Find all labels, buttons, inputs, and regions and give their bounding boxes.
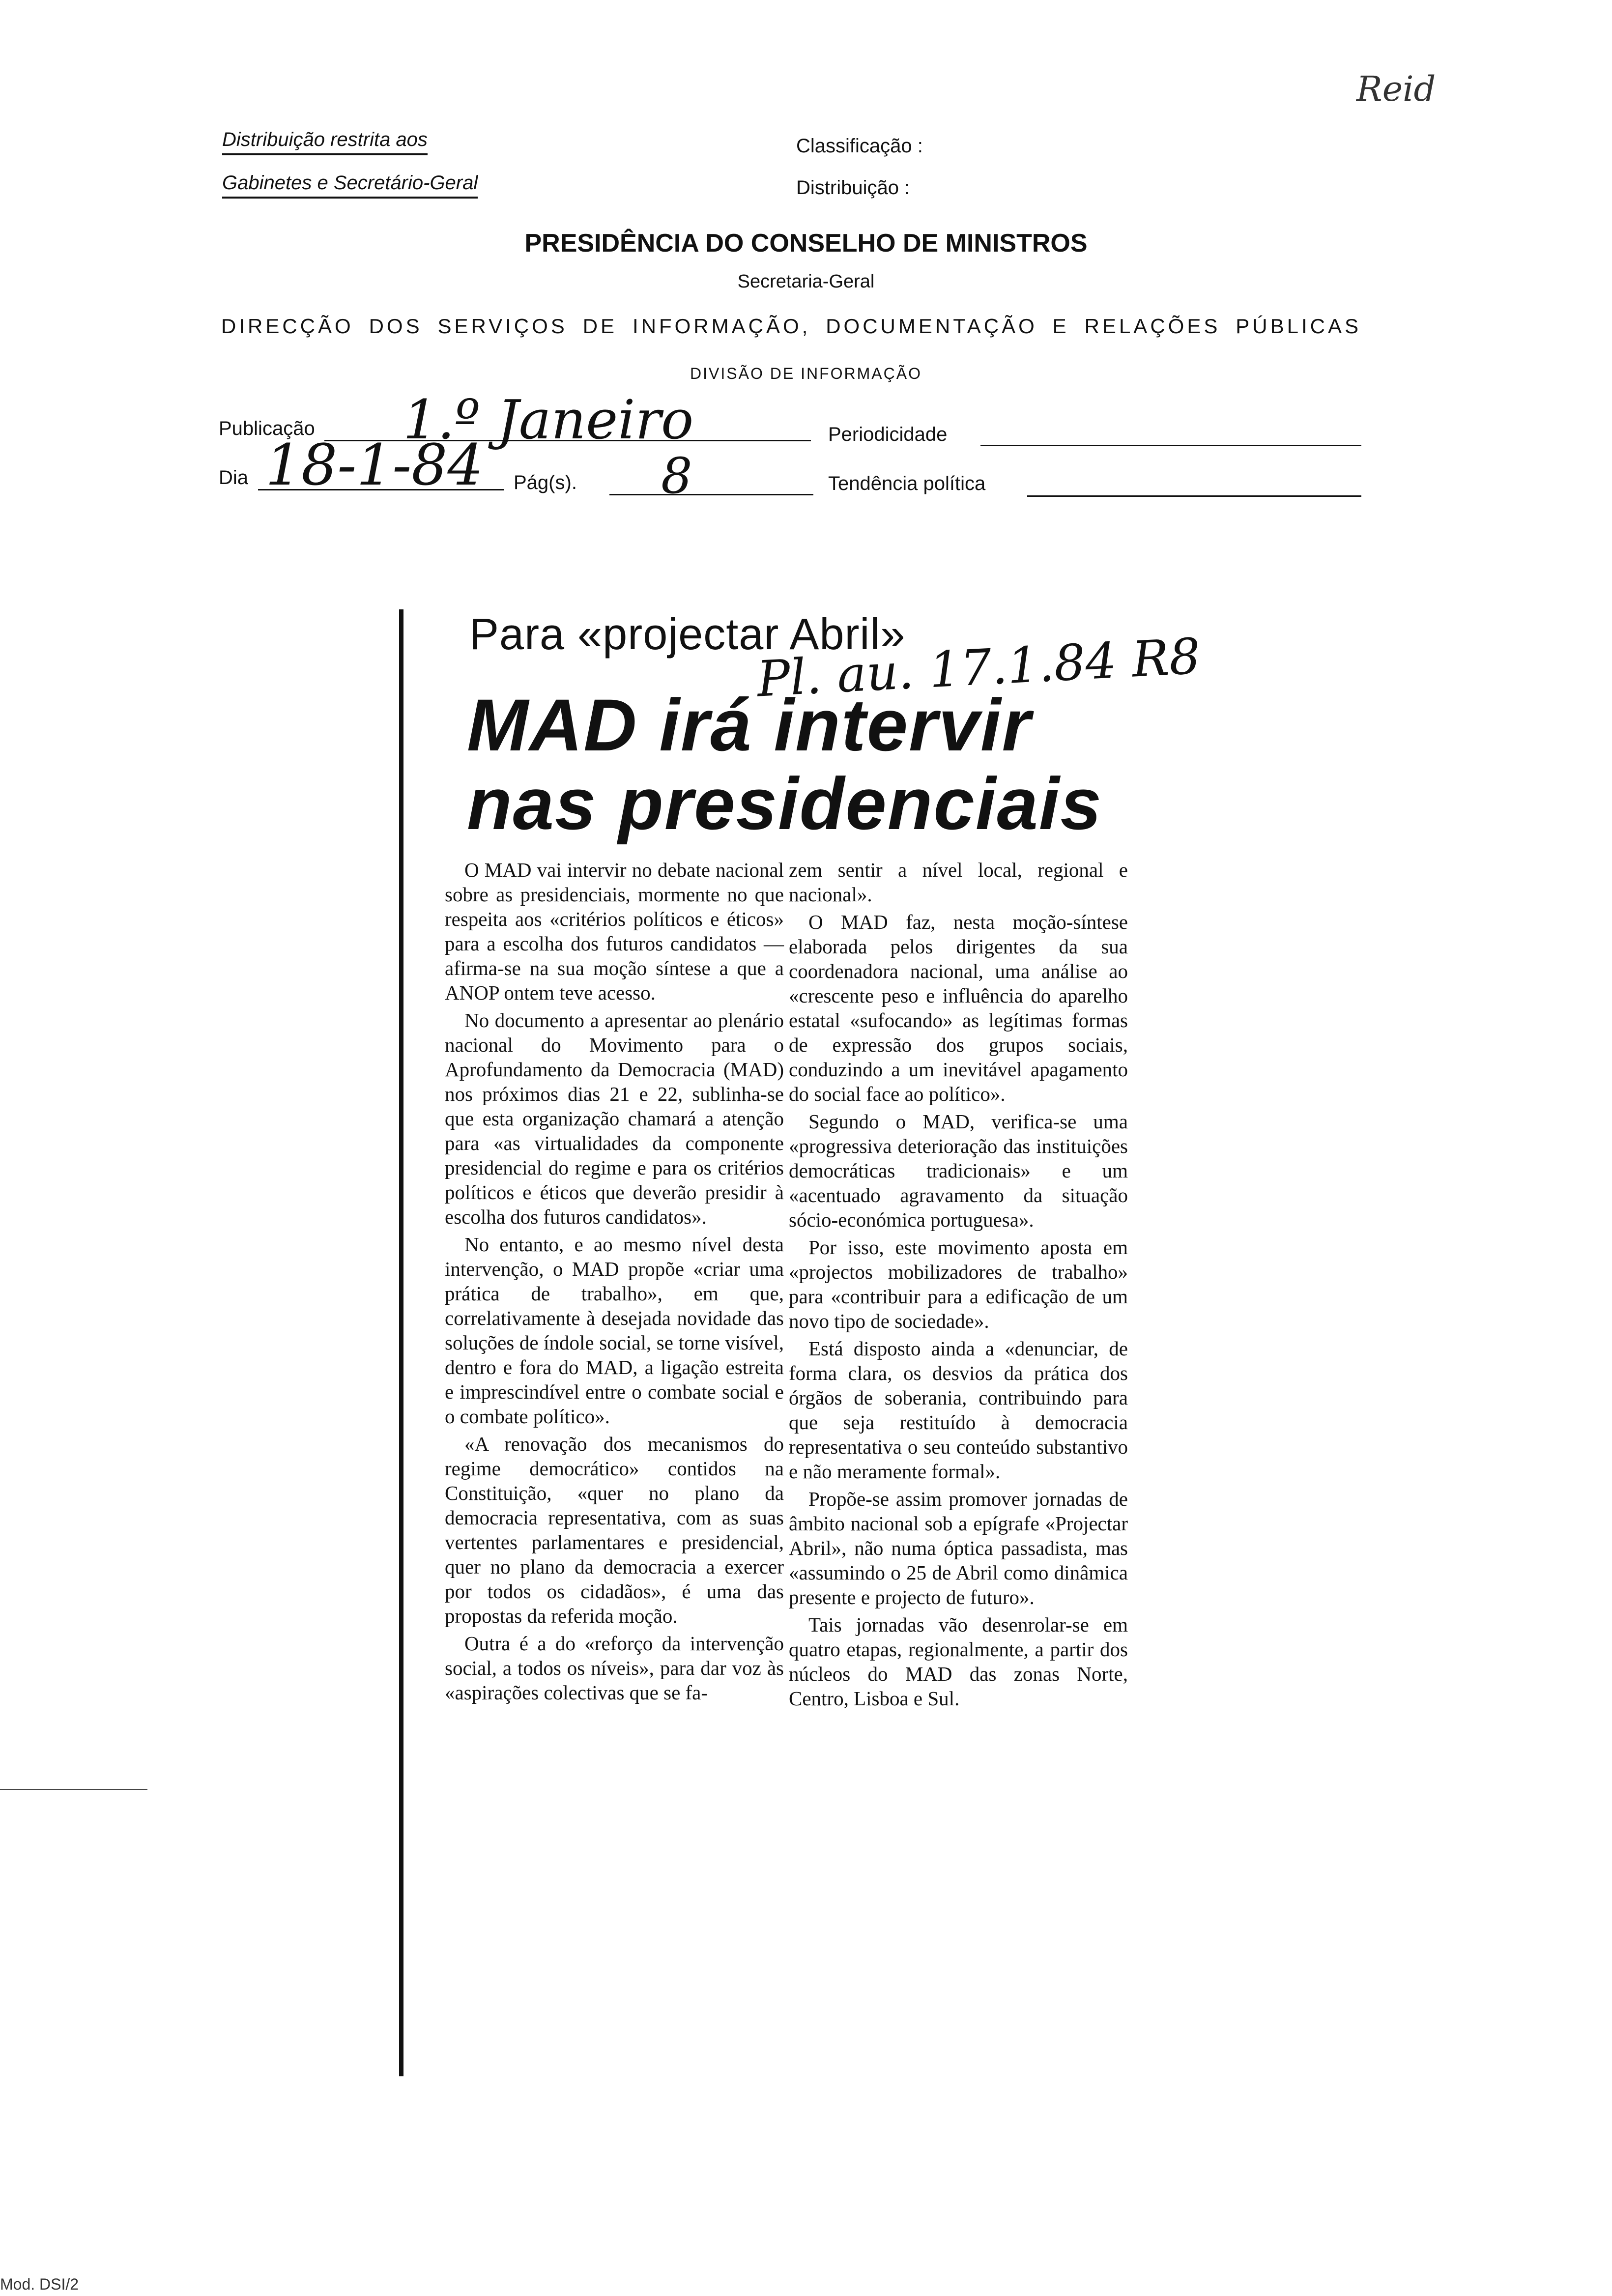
paragraph: «A renovação dos mecanismos do regime democrático» contidos na Constituição, «quer no plano da democracia representativa, com as suas vertentes parlamentares e presidencial, quer no plano da democracia a exercer por todos os cidadãos», é uma das propostas da referida moção. (445, 1433, 784, 1627)
margin-mark (0, 1789, 147, 1790)
paragraph: No documento a apresentar ao plenário nacional do Movimento para o Aprofundamento da Democracia (MAD) nos próximos dias 21 e 22, sublinha-se que esta organização chamará a atenção para «as virtualidades da componente presidencial do regime e para os critérios políticos e éticos que deverão presidir à escolha dos futuros candidatos». (445, 1009, 784, 1228)
paragraph: zem sentir a nível local, regional e nacional». (789, 859, 1128, 906)
paragraph: O MAD faz, nesta moção-síntese elaborada pelos dirigentes da sua coordenadora nacional, uma análise ao «crescente peso e influência do aparelho estatal «sufocando» as legítimas formas de expressão dos grupos sociais, conduzindo a um inevitável apagamento do social face ao político». (789, 911, 1128, 1105)
form-code: Mod. DSI/2 (0, 2275, 79, 2293)
handwritten-reference: Pl. au. 17.1.84 R8 (755, 627, 1202, 708)
day-label: Dia (219, 467, 249, 488)
paragraph: Por isso, este movimento aposta em «projectos mobilizadores de trabalho» para «contribuir para a edificação de um novo tipo de sociedade». (789, 1236, 1128, 1332)
paragraph: Está disposto ainda a «denunciar, de forma clara, os desvios da prática dos órgãos de soberania, contribuindo para que seja restituído à democracia representativa o seu conteúdo substantivo e não meramente formal». (789, 1337, 1128, 1483)
headline-line1: MAD irá intervir (467, 684, 1032, 766)
publication-label: Publicação (219, 418, 315, 439)
org-title: PRESIDÊNCIA DO CONSELHO DE MINISTROS (524, 229, 1088, 258)
paragraph: Segundo o MAD, verifica-se uma «progressiva deterioração das instituições democráticas tradicionais» e um «acentuado agravamento da situação sócio-económica portuguesa». (789, 1110, 1128, 1231)
pages-line (609, 494, 813, 495)
article-column-2 (789, 858, 1128, 1714)
clipping-left-rule (399, 609, 403, 2076)
article-kicker: Para «projectar Abril» (469, 610, 906, 659)
day-value: 18-1-84 (265, 432, 484, 498)
tendency-label: Tendência política (828, 473, 986, 494)
periodicity-label: Periodicidade (828, 424, 948, 445)
tendency-line (1027, 495, 1361, 497)
periodicity-line (980, 445, 1361, 446)
corner-handwritten-note: Reid (1356, 69, 1436, 109)
paragraph: O MAD vai intervir no debate nacional sobre as presidenciais, mormente no que respeita aos «critérios políticos e éticos» para a escolha dos futuros candidatos — afirma-se na sua moção síntese a que a ANOP ontem teve acesso. (445, 859, 784, 1004)
article-column-1 (445, 858, 784, 1708)
division-label: DIVISÃO DE INFORMAÇÃO (690, 365, 922, 382)
pages-label: Pág(s). (514, 472, 577, 493)
distribution-label: Distribuição : (796, 177, 910, 199)
headline-line2: nas presidenciais (467, 762, 1102, 845)
directorate-line: DIRECÇÃO DOS SERVIÇOS DE INFORMAÇÃO, DOCUMENTAÇÃO E RELAÇÕES PÚBLICAS (221, 315, 1361, 338)
paragraph: No entanto, e ao mesmo nível desta intervenção, o MAD propõe «criar uma prática de trabalho», em que, correlativamente à desejada novidade das soluções de índole social, se torne visível, dentro e fora do MAD, a ligação estreita e imprescindível entre o combate social e o combate político». (445, 1233, 784, 1428)
pages-value: 8 (661, 447, 692, 505)
restricted-distribution-line2: Gabinetes e Secretário-Geral (222, 172, 478, 194)
classification-label: Classificação : (796, 135, 923, 157)
org-subtitle: Secretaria-Geral (737, 271, 875, 292)
restricted-distribution-line1: Distribuição restrita aos (222, 129, 428, 151)
paragraph: Propõe-se assim promover jornadas de âmbito nacional sob a epígrafe «Projectar Abril», não numa óptica passadista, mas «assumindo o 25 de Abril como dinâmica presente e projecto de futuro». (789, 1488, 1128, 1608)
paragraph: Tais jornadas vão desenrolar-se em quatro etapas, regionalmente, a partir dos núcleos do MAD das zonas Norte, Centro, Lisboa e Sul. (789, 1613, 1128, 1710)
publication-value: 1.º Janeiro (403, 388, 694, 451)
paragraph: Outra é a do «reforço da intervenção social, a todos os níveis», para dar voz às «aspirações colectivas que se fa- (445, 1632, 784, 1704)
